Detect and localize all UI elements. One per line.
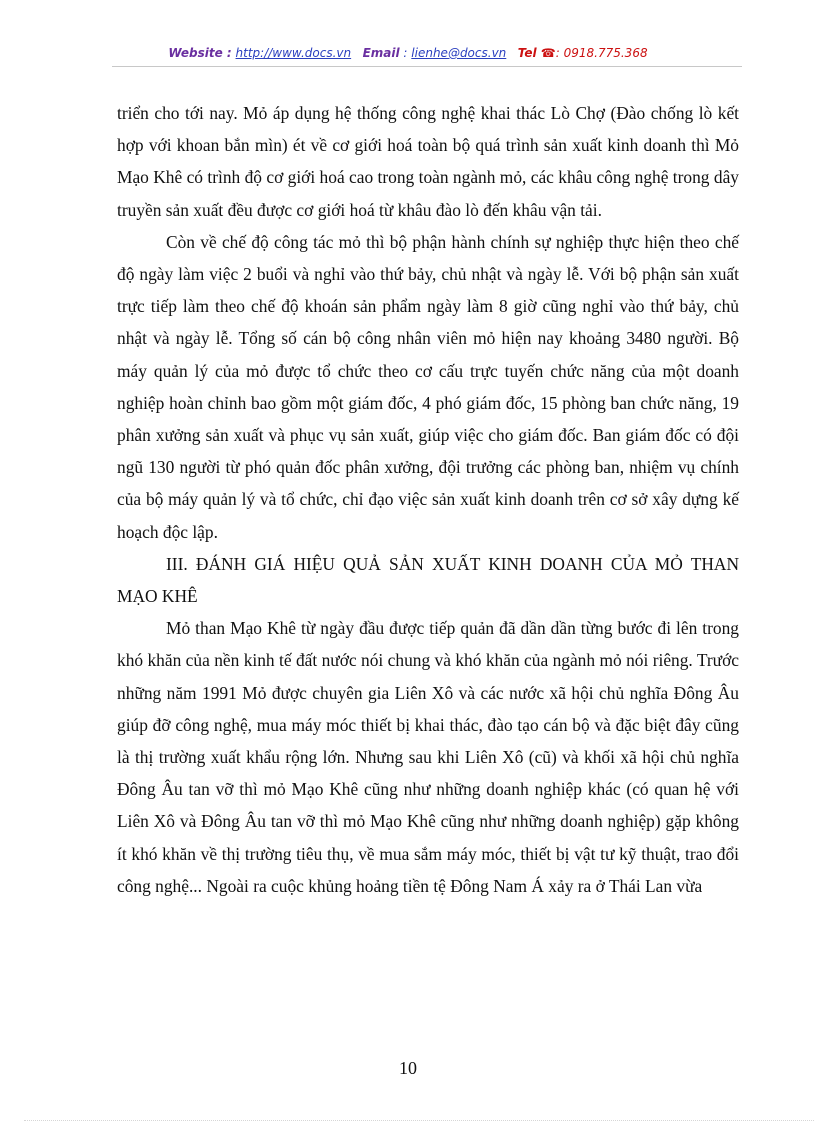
website-link[interactable]: http://www.docs.vn (235, 46, 352, 60)
document-body (117, 97, 739, 902)
page-bottom-divider (24, 1120, 814, 1121)
paragraph-continuation: triển cho tới nay. Mỏ áp dụng hệ thống công nghệ khai thác Lò Chợ (Đào chống lò kết hợp với khoan bắn mìn) ét về cơ giới hoá toàn bộ quá trình sản xuất kinh doanh thì Mỏ Mạo Khê có trình độ cơ giới hoá cao trong toàn ngành mỏ, các khâu công nghệ trong dây truyền sản xuất đều được cơ giới hoá từ khâu đào lò đến khâu vận tải. (117, 103, 739, 220)
tel-label: Tel ☎ (517, 46, 556, 60)
header-divider (112, 66, 742, 67)
paragraph-evaluation: Mỏ than Mạo Khê từ ngày đầu được tiếp quản đã dần dần từng bước đi lên trong khó khăn của nền kinh tế đất nước nói chung và khó khăn của ngành mỏ nói riêng. Trước những năm 1991 Mỏ được chuyên gia Liên Xô và các nước xã hội chủ nghĩa Đông Âu giúp đỡ công nghệ, mua máy móc thiết bị khai thác, đào tạo cán bộ và đặc biệt đây cũng là thị trường xuất khẩu rộng lớn. Nhưng sau khi Liên Xô (cũ) và khối xã hội chủ nghĩa Đông Âu tan vỡ thì mỏ Mạo Khê cũng như những doanh nghiệp khác (có quan hệ với Liên Xô và Đông Âu tan vỡ thì mỏ Mạo Khê cũng như những doanh nghiệp) gặp không ít khó khăn về thị trường tiêu thụ, về mua sắm máy móc, thiết bị vật tư kỹ thuật, trao đổi công nghệ... Ngoài ra cuộc khủng hoảng tiền tệ Đông Nam Á xảy ra ở Thái Lan vừa (117, 618, 739, 896)
email-separator: : (399, 46, 408, 60)
email-label: Email (362, 46, 400, 60)
section-heading: III. ĐÁNH GIÁ HIỆU QUẢ SẢN XUẤT KINH DOANH CỦA MỎ THAN MẠO KHÊ (117, 553, 739, 607)
page-number: 10 (399, 1058, 417, 1078)
paragraph-work-regime: Còn về chế độ công tác mỏ thì bộ phận hành chính sự nghiệp thực hiện theo chế độ ngày làm việc 2 buổi và nghỉ vào thứ bảy, chủ nhật và ngày lễ. Với bộ phận sản xuất trực tiếp làm theo chế độ khoán sản phẩm ngày làm 8 giờ cũng nghỉ vào thứ bảy, chủ nhật và ngày lễ. Tổng số cán bộ công nhân viên mỏ hiện nay khoảng 3480 người. Bộ máy quản lý của mỏ được tổ chức theo cơ cấu trực tuyến chức năng của một doanh nghiệp hoàn chỉnh bao gồm một giám đốc, 4 phó giám đốc, 15 phòng ban chức năng, 19 phân xưởng sản xuất và phục vụ sản xuất, giúp việc cho giám đốc. Ban giám đốc có đội ngũ 130 người từ phó quản đốc phân xưởng, đội trưởng các phòng ban, nhiệm vụ chính của bộ máy quản lý và tổ chức, chỉ đạo việc sản xuất kinh doanh trên cơ sở xây dựng kế hoạch độc lập. (117, 231, 739, 542)
email-link[interactable]: lienhe@docs.vn (411, 46, 507, 60)
page-header (0, 46, 816, 60)
tel-value: : 0918.775.368 (555, 46, 648, 60)
website-label: Website : (168, 46, 232, 60)
